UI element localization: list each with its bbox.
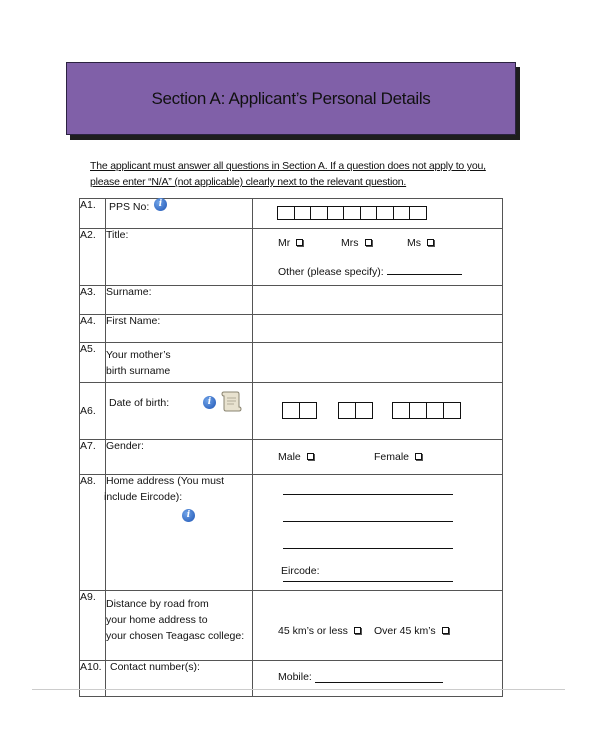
mother-surname-field[interactable]	[253, 343, 503, 383]
over-45-checkbox[interactable]	[442, 627, 449, 634]
female-checkbox[interactable]	[415, 453, 422, 460]
pps-label: PPS No:	[109, 201, 150, 213]
pps-box[interactable]	[327, 206, 345, 220]
row-a10	[80, 661, 503, 697]
mr-label: Mr	[278, 237, 291, 249]
ms-label: Ms	[407, 237, 421, 249]
mobile-field[interactable]	[315, 673, 443, 683]
row-a1	[80, 199, 503, 229]
address-line-1[interactable]	[283, 485, 453, 495]
dob-year-boxes[interactable]	[393, 402, 461, 422]
dob-box[interactable]	[338, 402, 356, 419]
first-name-label: First Name:	[106, 315, 253, 343]
distance-over-45-option[interactable]	[374, 625, 449, 637]
title-label: Title:	[106, 229, 253, 286]
row-number: A4.	[80, 315, 106, 343]
row-number: A5.	[80, 343, 106, 383]
dob-box[interactable]	[355, 402, 373, 419]
gender-male-option[interactable]	[278, 451, 314, 463]
info-icon[interactable]: i	[182, 509, 195, 522]
surname-field[interactable]	[253, 286, 503, 315]
distance-45-or-less-option[interactable]	[278, 625, 361, 637]
pps-number-boxes[interactable]	[278, 206, 427, 220]
gender-label: Gender:	[106, 440, 253, 475]
instructions-line-2: please enter “N/A” (not applicable) clearly next to the relevant question.	[90, 176, 407, 188]
title-cell	[253, 229, 503, 286]
label-line-2: include Eircode):	[104, 491, 183, 503]
row-number: A7.	[80, 440, 106, 475]
mother-surname-label	[106, 343, 253, 383]
gender-cell	[253, 440, 503, 475]
row-label	[106, 199, 253, 229]
dob-day-boxes[interactable]	[283, 402, 317, 422]
row-a3	[80, 286, 503, 315]
mr-checkbox[interactable]	[296, 239, 303, 246]
label-line-1: Distance by road from	[106, 598, 209, 610]
row-number: A10.	[80, 661, 106, 697]
contact-cell	[253, 661, 503, 697]
section-title: Section A: Applicant’s Personal Details	[151, 88, 431, 108]
row-number: A1.	[80, 199, 106, 229]
pps-cell	[253, 199, 503, 229]
dob-box[interactable]	[443, 402, 461, 419]
dob-box[interactable]	[299, 402, 317, 419]
row-a2	[80, 229, 503, 286]
dob-month-boxes[interactable]	[339, 402, 373, 422]
mrs-checkbox[interactable]	[365, 239, 372, 246]
row-a4	[80, 315, 503, 343]
gender-female-option[interactable]	[374, 451, 422, 463]
title-ms-option[interactable]	[407, 237, 434, 249]
other-title-field[interactable]	[387, 265, 462, 275]
label-line-3: your chosen Teagasc college:	[106, 630, 245, 642]
surname-label: Surname:	[106, 286, 253, 315]
pps-box[interactable]	[294, 206, 312, 220]
row-a8	[80, 475, 503, 591]
row-a5	[80, 343, 503, 383]
mobile-label: Mobile:	[278, 671, 312, 683]
label-line-2: your home address to	[106, 614, 208, 626]
dob-box[interactable]	[409, 402, 427, 419]
male-label: Male	[278, 451, 301, 463]
title-mrs-option[interactable]	[341, 237, 372, 249]
first-name-field[interactable]	[253, 315, 503, 343]
option-label: 45 km’s or less	[278, 625, 348, 637]
info-icon[interactable]: i	[154, 198, 167, 211]
eircode-label: Eircode:	[281, 565, 320, 577]
label-line-2: birth surname	[106, 365, 171, 377]
distance-cell	[253, 591, 503, 661]
female-label: Female	[374, 451, 410, 463]
label-line-1: Your mother’s	[106, 349, 171, 361]
address-line-2[interactable]	[283, 512, 453, 522]
pps-box[interactable]	[360, 206, 378, 220]
instructions-line-1: The applicant must answer all questions in Section A. If a question does not apply to you,	[90, 160, 486, 172]
45-or-less-checkbox[interactable]	[354, 627, 361, 634]
instructions	[90, 158, 510, 190]
pps-box[interactable]	[343, 206, 361, 220]
contact-label-cell	[106, 661, 253, 697]
pps-box[interactable]	[277, 206, 295, 220]
row-a9	[80, 591, 503, 661]
row-number: A2.	[80, 229, 106, 286]
personal-details-table	[79, 198, 503, 697]
dob-box[interactable]	[426, 402, 444, 419]
row-number: A6.	[80, 383, 106, 440]
row-number: A3.	[80, 286, 106, 315]
dob-label-cell	[106, 383, 253, 440]
info-icon[interactable]: i	[203, 396, 216, 409]
certificate-scroll-icon	[220, 389, 242, 413]
label-line-1: Home address (You must	[106, 475, 225, 487]
title-other-option	[278, 265, 462, 278]
section-banner	[66, 62, 516, 135]
address-cell	[253, 475, 503, 591]
ms-checkbox[interactable]	[427, 239, 434, 246]
pps-box[interactable]	[376, 206, 394, 220]
other-label: Other (please specify):	[278, 266, 384, 278]
row-a7	[80, 440, 503, 475]
pps-box[interactable]	[409, 206, 427, 220]
dob-cell	[253, 383, 503, 440]
row-a6	[80, 383, 503, 440]
eircode-field[interactable]	[283, 572, 453, 582]
title-mr-option[interactable]	[278, 237, 303, 249]
pps-box[interactable]	[310, 206, 328, 220]
dob-label: Date of birth:	[109, 397, 170, 409]
page-fold-line	[32, 689, 565, 690]
male-checkbox[interactable]	[307, 453, 314, 460]
dob-box[interactable]	[282, 402, 300, 419]
option-label: Over 45 km’s	[374, 625, 436, 637]
row-number: A9.	[80, 591, 106, 661]
mrs-label: Mrs	[341, 237, 359, 249]
address-line-3[interactable]	[283, 539, 453, 549]
pps-box[interactable]	[393, 206, 411, 220]
row-number: A8.	[80, 475, 106, 591]
address-label-cell	[106, 475, 253, 591]
contact-label: Contact number(s):	[110, 661, 200, 673]
dob-box[interactable]	[392, 402, 410, 419]
distance-label	[106, 591, 253, 661]
